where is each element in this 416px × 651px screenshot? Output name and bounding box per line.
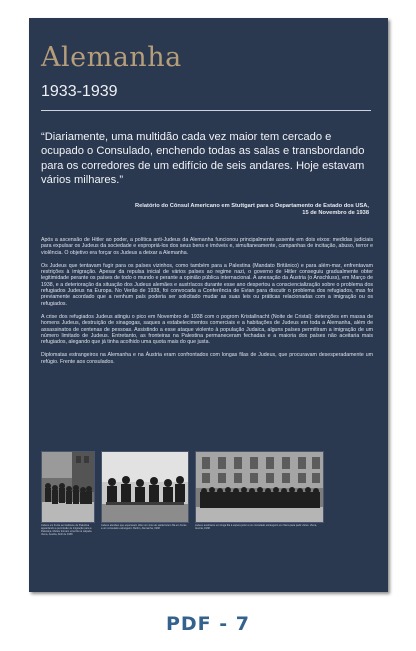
photo-queue-street-image [42, 452, 94, 522]
photo-waiting-room-image [102, 452, 188, 522]
body-text [41, 237, 373, 372]
quote-attribution [69, 203, 369, 218]
photo-queue-street [41, 451, 95, 523]
body-paragraph: Diplomatas estrangeiros na Alemanha e na Áustria eram confrontados com longas filas de Judeus, que procuravam desesperadamente um refúgio. Frente aos consulados. [41, 352, 373, 365]
photo-consulate-queue-image [196, 452, 323, 522]
pdf-page-label: PDF - 7 [165, 613, 250, 635]
body-paragraph: Os Judeus que tentavam fugir para os países vizinhos, como também para a Palestina (Mandato Britânico) e para além-mar, enfrentavam restrições à imigração. Apesar da repulsa inicial de vários países ao regime nazi, o governo de Hitler conseguiu gradualmente obter legitimidade perante os países de todo o mundo e perante a opinião pública internacional. A anexação da Áustria (o Anschluss), em Março de 1938, e a deterioração da situação dos Judeus alemães e austríacos durante esse ano despertou a consciencialização sobre o problema dos refugiados Judeus na Europa. No Verão de 1938, foi convocada a Conferência de Evian para discutir o problema dos refugiados, mas foi previamente acordado que a nenhum país poderia ser solicitado mudar as suas leis ou práticas relacionadas com a imigração ou os refugiados. [41, 262, 373, 307]
title-divider [41, 110, 371, 111]
quote-text: “Diariamente, uma multidão cada vez maior tem cercado e ocupado o Consulado, enchendo todas as salas e transbordando para os corredores de um edifício de seis andares. Hoje estavam vários milhares.” [41, 131, 365, 187]
poster-years: 1933-1939 [41, 83, 118, 100]
photo-consulate-queue [195, 451, 324, 523]
poster-title: Alemanha [41, 42, 182, 73]
photo-waiting-room [101, 451, 189, 523]
photo-caption-2: Judeus alemães que esperavam obter um visto de saída fazem fila em frente a um consulado estrangeiro. Berlim, Alemanha, 1938 [101, 524, 187, 530]
attribution-line-2: 15 de Novembro de 1938 [302, 210, 369, 217]
poster-panel [29, 18, 388, 592]
photo-caption-1: Judeus em frente ao Gabinete de Palestina aguardando a permissão de imigração para a Palestina. Muitos formam uma fila na calçada. Viena, Áustria, Abril de 1938 [41, 524, 93, 536]
attribution-line-1: Relatório do Cônsul Americano em Stuttgart para o Departamento de Estado dos USA, [135, 203, 369, 209]
body-paragraph: A crise dos refugiados Judeus atingiu o pico em Novembro de 1938 com o pogrom Kristallnacht (Noite de Cristal): detenções em massa de homens Judeus, destruição de sinagogas, saques a estabelecimentos comerciais e a habitações de Judeus em toda a Alemanha, além de assassinatos de centenas de pessoas. Assistindo a esse ataque violento à população Judaica, alguns países permitiram a imigração de um número limitado de Judeus. Entretanto, as fronteiras na Palestina permaneceram fechadas e a maioria dos países não aceitaria mais refugiados, alegando que já tinha acolhido uma quota mais do que justa. [41, 313, 373, 346]
photo-caption-3: Judeus austríacos em longa fila à espera junto a um consulado estrangeiro em Viena para pedir vistos. Viena, Áustria, 1938 [195, 524, 317, 530]
body-paragraph: Após a ascensão de Hitler ao poder, a política anti-Judeus da Alemanha funcionou principalmente assente em dois eixos: medidas judiciais para expulsar os Judeus da sociedade e expropriá-los dos seus bens e imóveis e, simultaneamente, campanhas de incitação, abuso, terror e violência. O objetivo era forçar os Judeus a deixar a Alemanha. [41, 237, 373, 256]
